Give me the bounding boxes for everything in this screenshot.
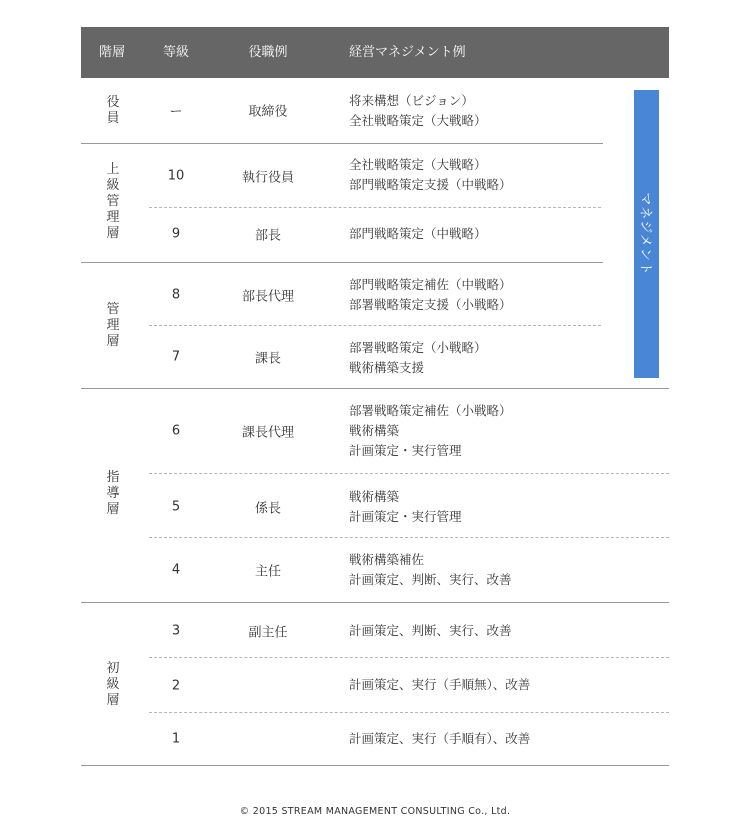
position-cell: 取締役 (248, 104, 288, 120)
grade-cell: 10 (167, 168, 185, 184)
management-examples: 計画策定、判断、実行、改善 (349, 623, 512, 638)
management-examples: 部門戦略策定（中戦略） (349, 226, 487, 241)
group-label-leader: 指 導 層 (106, 470, 120, 517)
row-divider (149, 657, 669, 658)
header-management: 経営マネジメント例 (349, 45, 466, 60)
row-divider (149, 325, 601, 326)
position-cell: 部長代理 (241, 289, 295, 305)
table-header (81, 27, 669, 78)
group-divider (81, 388, 669, 389)
position-cell: 主任 (254, 564, 282, 580)
management-examples: 将来構想（ビジョン） 全社戦略策定（大戦略） (349, 93, 487, 128)
group-label-executive: 役 員 (106, 95, 120, 126)
position-cell: 部長 (254, 228, 282, 244)
row-divider (149, 473, 669, 474)
header-level: 階層 (98, 45, 126, 60)
header-position: 役職例 (248, 45, 288, 60)
row-divider (149, 207, 601, 208)
position-cell: 係長 (254, 501, 282, 517)
management-bar (634, 90, 659, 378)
management-examples: 戦術構築 計画策定・実行管理 (349, 489, 462, 524)
grade-cell: 8 (171, 287, 181, 303)
group-label-management: 管 理 層 (106, 302, 120, 349)
group-divider (81, 602, 669, 603)
row-divider (149, 712, 669, 713)
management-bar-label: マネジメント (637, 192, 652, 276)
grade-cell: 1 (171, 731, 181, 747)
position-cell: 課長 (254, 351, 282, 367)
group-divider (81, 262, 603, 263)
management-examples: 計画策定、実行（手順無）、改善 (349, 677, 531, 692)
management-examples: 戦術構築補佐 計画策定、判断、実行、改善 (349, 552, 512, 587)
group-divider (81, 143, 603, 144)
position-cell: 副主任 (248, 625, 288, 641)
management-examples: 計画策定、実行（手順有）、改善 (349, 731, 531, 746)
position-cell: 執行役員 (241, 170, 295, 186)
grade-cell: 7 (171, 349, 181, 365)
grade-cell: 5 (171, 499, 181, 515)
position-cell: 課長代理 (241, 425, 295, 441)
table-bottom-border (81, 765, 669, 766)
management-examples: 部門戦略策定補佐（中戦略） 部署戦略策定支援（小戦略） (349, 277, 512, 312)
grade-cell: 9 (171, 226, 181, 242)
grade-cell: 3 (171, 623, 181, 639)
management-examples: 全社戦略策定（大戦略） 部門戦略策定支援（中戦略） (349, 157, 512, 192)
group-label-junior: 初 級 層 (106, 661, 120, 708)
management-examples: 部署戦略策定（小戦略） 戦術構築支援 (349, 340, 487, 375)
copyright-footer: © 2015 STREAM MANAGEMENT CONSULTING Co., Ltd. (239, 806, 511, 817)
grade-cell: 6 (171, 423, 181, 439)
grade-cell: 2 (171, 678, 181, 694)
management-examples: 部署戦略策定補佐（小戦略） 戦術構築 計画策定・実行管理 (349, 403, 512, 458)
group-label-senior-management: 上 級 管 理 層 (106, 162, 120, 241)
header-grade: 等級 (162, 45, 190, 60)
row-divider (149, 537, 669, 538)
grade-cell: 4 (171, 562, 181, 578)
grade-cell: ー (169, 104, 183, 120)
